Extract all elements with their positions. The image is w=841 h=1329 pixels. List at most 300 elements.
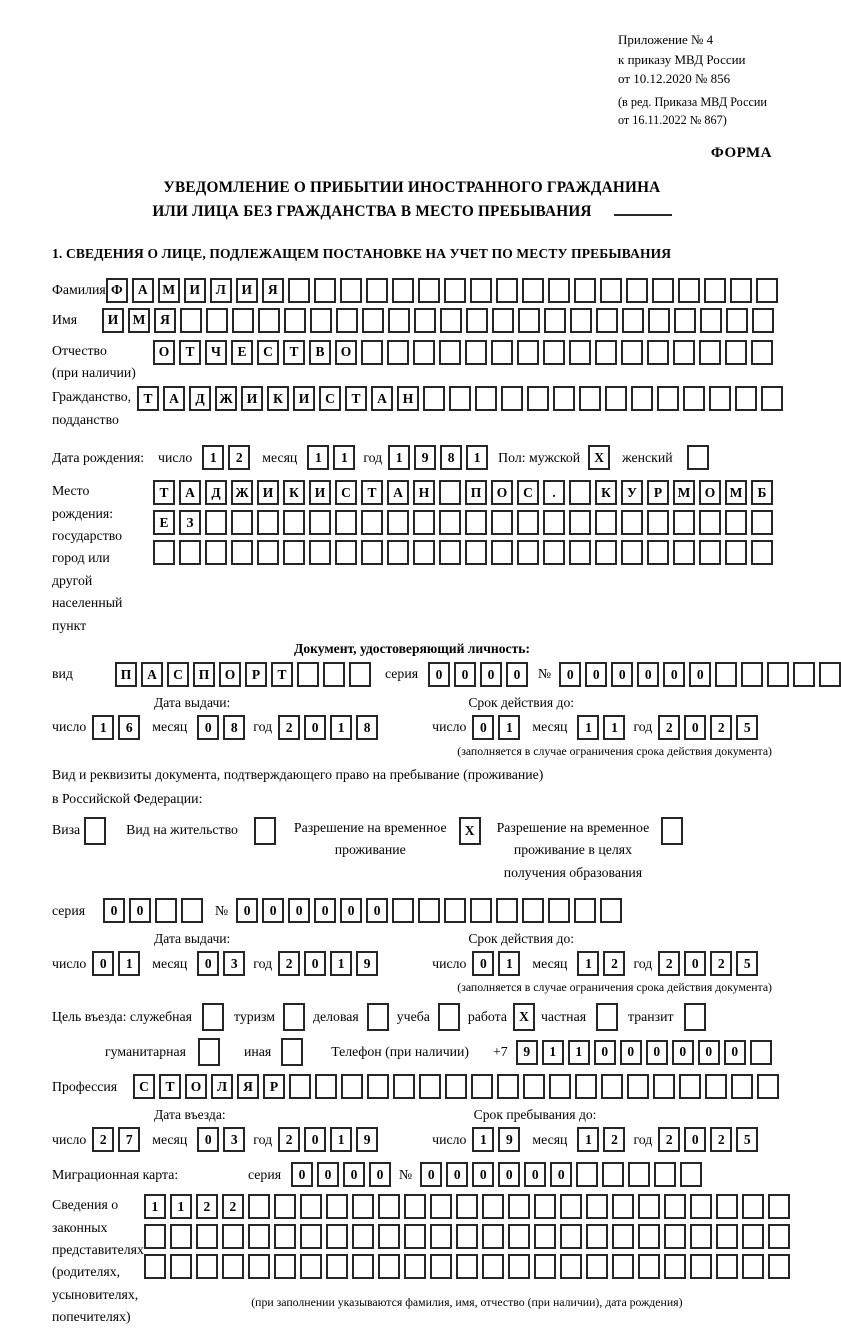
char-cell[interactable] xyxy=(361,340,383,365)
char-cell[interactable]: М xyxy=(673,480,695,505)
char-cell[interactable]: 0 xyxy=(637,662,659,687)
char-cell[interactable] xyxy=(423,386,445,411)
char-cell[interactable] xyxy=(638,1194,660,1219)
char-cell[interactable]: З xyxy=(179,510,201,535)
char-cell[interactable]: 0 xyxy=(103,898,125,923)
char-cell[interactable] xyxy=(181,898,203,923)
char-cell[interactable] xyxy=(576,1162,598,1187)
char-cell[interactable] xyxy=(725,510,747,535)
char-cell[interactable] xyxy=(741,662,763,687)
char-cell[interactable] xyxy=(497,1074,519,1099)
char-cell[interactable] xyxy=(248,1254,270,1279)
char-cell[interactable]: 0 xyxy=(684,715,706,740)
char-cell[interactable]: 0 xyxy=(420,1162,442,1187)
char-cell[interactable] xyxy=(456,1194,478,1219)
char-cell[interactable]: 2 xyxy=(222,1194,244,1219)
char-cell[interactable]: 2 xyxy=(278,951,300,976)
char-cell[interactable] xyxy=(569,540,591,565)
char-cell[interactable] xyxy=(586,1254,608,1279)
char-cell[interactable]: И xyxy=(293,386,315,411)
char-cell[interactable] xyxy=(574,278,596,303)
char-cell[interactable] xyxy=(456,1254,478,1279)
char-cell[interactable] xyxy=(627,1074,649,1099)
char-cell[interactable]: 2 xyxy=(710,951,732,976)
char-cell[interactable] xyxy=(638,1254,660,1279)
char-cell[interactable]: 2 xyxy=(710,715,732,740)
char-cell[interactable] xyxy=(704,278,726,303)
char-cell[interactable]: 0 xyxy=(559,662,581,687)
char-cell[interactable]: 0 xyxy=(288,898,310,923)
char-cell[interactable] xyxy=(274,1254,296,1279)
char-cell[interactable]: 2 xyxy=(658,715,680,740)
char-cell[interactable] xyxy=(647,510,669,535)
char-cell[interactable] xyxy=(274,1224,296,1249)
char-cell[interactable] xyxy=(534,1224,556,1249)
char-cell[interactable] xyxy=(761,386,783,411)
char-cell[interactable] xyxy=(482,1254,504,1279)
char-cell[interactable]: О xyxy=(491,480,513,505)
char-cell[interactable]: П xyxy=(465,480,487,505)
char-cell[interactable]: 1 xyxy=(170,1194,192,1219)
char-cell[interactable]: 0 xyxy=(684,1127,706,1152)
char-cell[interactable] xyxy=(283,540,305,565)
char-cell[interactable] xyxy=(248,1224,270,1249)
char-cell[interactable]: 1 xyxy=(307,445,329,470)
char-cell[interactable]: Ф xyxy=(106,278,128,303)
char-cell[interactable] xyxy=(366,278,388,303)
char-cell[interactable] xyxy=(742,1194,764,1219)
char-cell[interactable]: 9 xyxy=(414,445,436,470)
char-cell[interactable] xyxy=(680,1162,702,1187)
char-cell[interactable]: 0 xyxy=(197,1127,219,1152)
char-cell[interactable] xyxy=(362,308,384,333)
char-cell[interactable] xyxy=(751,340,773,365)
char-cell[interactable] xyxy=(756,278,778,303)
char-cell[interactable]: И xyxy=(241,386,263,411)
char-cell[interactable] xyxy=(196,1254,218,1279)
char-cell[interactable] xyxy=(752,308,774,333)
char-cell[interactable] xyxy=(517,540,539,565)
char-cell[interactable]: 0 xyxy=(698,1040,720,1065)
char-cell[interactable]: С xyxy=(257,340,279,365)
char-cell[interactable] xyxy=(586,1194,608,1219)
char-cell[interactable] xyxy=(690,1254,712,1279)
char-cell[interactable] xyxy=(705,1074,727,1099)
purpose-chastnaya-checkbox[interactable] xyxy=(596,1003,618,1031)
char-cell[interactable]: 2 xyxy=(603,1127,625,1152)
char-cell[interactable] xyxy=(517,340,539,365)
char-cell[interactable]: 0 xyxy=(317,1162,339,1187)
char-cell[interactable] xyxy=(288,278,310,303)
char-cell[interactable]: 0 xyxy=(724,1040,746,1065)
char-cell[interactable]: О xyxy=(185,1074,207,1099)
char-cell[interactable] xyxy=(709,386,731,411)
char-cell[interactable] xyxy=(626,278,648,303)
char-cell[interactable] xyxy=(579,386,601,411)
char-cell[interactable] xyxy=(569,340,591,365)
char-cell[interactable] xyxy=(527,386,549,411)
char-cell[interactable] xyxy=(638,1224,660,1249)
char-cell[interactable]: К xyxy=(267,386,289,411)
char-cell[interactable]: 1 xyxy=(498,951,520,976)
char-cell[interactable] xyxy=(206,308,228,333)
char-cell[interactable] xyxy=(622,308,644,333)
char-cell[interactable] xyxy=(560,1194,582,1219)
char-cell[interactable] xyxy=(326,1254,348,1279)
char-cell[interactable] xyxy=(621,340,643,365)
char-cell[interactable] xyxy=(258,308,280,333)
char-cell[interactable] xyxy=(475,386,497,411)
residence-permit-checkbox[interactable] xyxy=(254,817,276,845)
char-cell[interactable] xyxy=(725,540,747,565)
char-cell[interactable] xyxy=(600,898,622,923)
char-cell[interactable]: 0 xyxy=(689,662,711,687)
char-cell[interactable] xyxy=(231,540,253,565)
char-cell[interactable]: 0 xyxy=(684,951,706,976)
char-cell[interactable] xyxy=(628,1162,650,1187)
char-cell[interactable] xyxy=(742,1254,764,1279)
char-cell[interactable] xyxy=(300,1224,322,1249)
char-cell[interactable] xyxy=(257,540,279,565)
char-cell[interactable]: 0 xyxy=(524,1162,546,1187)
char-cell[interactable] xyxy=(449,386,471,411)
char-cell[interactable]: А xyxy=(387,480,409,505)
char-cell[interactable] xyxy=(283,510,305,535)
char-cell[interactable]: 0 xyxy=(585,662,607,687)
char-cell[interactable] xyxy=(664,1194,686,1219)
char-cell[interactable]: И xyxy=(236,278,258,303)
char-cell[interactable] xyxy=(326,1194,348,1219)
char-cell[interactable] xyxy=(674,308,696,333)
char-cell[interactable] xyxy=(716,1224,738,1249)
char-cell[interactable] xyxy=(730,278,752,303)
char-cell[interactable]: 5 xyxy=(736,951,758,976)
char-cell[interactable] xyxy=(404,1194,426,1219)
char-cell[interactable] xyxy=(548,898,570,923)
char-cell[interactable] xyxy=(482,1224,504,1249)
char-cell[interactable] xyxy=(444,898,466,923)
purpose-tranzit-checkbox[interactable] xyxy=(684,1003,706,1031)
char-cell[interactable]: 0 xyxy=(262,898,284,923)
char-cell[interactable] xyxy=(439,340,461,365)
char-cell[interactable]: 6 xyxy=(118,715,140,740)
char-cell[interactable] xyxy=(153,540,175,565)
char-cell[interactable]: 5 xyxy=(736,715,758,740)
char-cell[interactable] xyxy=(595,540,617,565)
char-cell[interactable]: Т xyxy=(153,480,175,505)
char-cell[interactable] xyxy=(326,1224,348,1249)
char-cell[interactable] xyxy=(757,1074,779,1099)
char-cell[interactable] xyxy=(465,340,487,365)
char-cell[interactable] xyxy=(716,1194,738,1219)
purpose-inaya-checkbox[interactable] xyxy=(281,1038,303,1066)
char-cell[interactable] xyxy=(378,1224,400,1249)
char-cell[interactable]: Ч xyxy=(205,340,227,365)
char-cell[interactable] xyxy=(612,1224,634,1249)
char-cell[interactable]: О xyxy=(219,662,241,687)
char-cell[interactable] xyxy=(387,340,409,365)
char-cell[interactable] xyxy=(465,540,487,565)
char-cell[interactable] xyxy=(522,278,544,303)
char-cell[interactable] xyxy=(466,308,488,333)
char-cell[interactable] xyxy=(471,1074,493,1099)
purpose-delovaya-checkbox[interactable] xyxy=(367,1003,389,1031)
char-cell[interactable] xyxy=(725,340,747,365)
char-cell[interactable] xyxy=(144,1224,166,1249)
char-cell[interactable]: Л xyxy=(210,278,232,303)
char-cell[interactable]: Ж xyxy=(231,480,253,505)
char-cell[interactable] xyxy=(314,278,336,303)
char-cell[interactable]: Т xyxy=(271,662,293,687)
char-cell[interactable] xyxy=(300,1194,322,1219)
char-cell[interactable] xyxy=(274,1194,296,1219)
char-cell[interactable] xyxy=(430,1254,452,1279)
char-cell[interactable] xyxy=(750,1040,772,1065)
char-cell[interactable] xyxy=(699,340,721,365)
char-cell[interactable] xyxy=(751,510,773,535)
char-cell[interactable]: А xyxy=(132,278,154,303)
char-cell[interactable]: 2 xyxy=(603,951,625,976)
char-cell[interactable] xyxy=(612,1254,634,1279)
char-cell[interactable]: 1 xyxy=(466,445,488,470)
char-cell[interactable] xyxy=(309,540,331,565)
char-cell[interactable]: 2 xyxy=(710,1127,732,1152)
char-cell[interactable] xyxy=(678,278,700,303)
char-cell[interactable]: 0 xyxy=(454,662,476,687)
char-cell[interactable]: П xyxy=(193,662,215,687)
char-cell[interactable] xyxy=(553,386,575,411)
char-cell[interactable]: 1 xyxy=(603,715,625,740)
char-cell[interactable] xyxy=(430,1224,452,1249)
char-cell[interactable] xyxy=(621,540,643,565)
char-cell[interactable] xyxy=(508,1254,530,1279)
char-cell[interactable]: О xyxy=(153,340,175,365)
char-cell[interactable] xyxy=(231,510,253,535)
char-cell[interactable] xyxy=(392,898,414,923)
char-cell[interactable] xyxy=(367,1074,389,1099)
char-cell[interactable] xyxy=(439,540,461,565)
char-cell[interactable] xyxy=(631,386,653,411)
char-cell[interactable] xyxy=(595,340,617,365)
char-cell[interactable]: 7 xyxy=(118,1127,140,1152)
char-cell[interactable]: О xyxy=(335,340,357,365)
char-cell[interactable] xyxy=(679,1074,701,1099)
char-cell[interactable]: 0 xyxy=(366,898,388,923)
char-cell[interactable]: Н xyxy=(397,386,419,411)
char-cell[interactable] xyxy=(605,386,627,411)
char-cell[interactable] xyxy=(419,1074,441,1099)
char-cell[interactable] xyxy=(522,898,544,923)
char-cell[interactable]: Р xyxy=(245,662,267,687)
char-cell[interactable] xyxy=(439,480,461,505)
char-cell[interactable] xyxy=(544,308,566,333)
char-cell[interactable] xyxy=(768,1254,790,1279)
char-cell[interactable]: 9 xyxy=(498,1127,520,1152)
char-cell[interactable] xyxy=(170,1254,192,1279)
char-cell[interactable] xyxy=(742,1224,764,1249)
char-cell[interactable] xyxy=(767,662,789,687)
char-cell[interactable] xyxy=(560,1254,582,1279)
char-cell[interactable] xyxy=(387,510,409,535)
char-cell[interactable] xyxy=(549,1074,571,1099)
char-cell[interactable]: Ж xyxy=(215,386,237,411)
char-cell[interactable]: 0 xyxy=(472,715,494,740)
purpose-turizm-checkbox[interactable] xyxy=(283,1003,305,1031)
char-cell[interactable] xyxy=(392,278,414,303)
char-cell[interactable] xyxy=(482,1194,504,1219)
char-cell[interactable]: Д xyxy=(205,480,227,505)
char-cell[interactable]: И xyxy=(184,278,206,303)
char-cell[interactable]: 0 xyxy=(663,662,685,687)
char-cell[interactable]: 1 xyxy=(333,445,355,470)
char-cell[interactable] xyxy=(647,340,669,365)
char-cell[interactable]: 0 xyxy=(506,662,528,687)
char-cell[interactable] xyxy=(144,1254,166,1279)
char-cell[interactable] xyxy=(735,386,757,411)
char-cell[interactable]: 1 xyxy=(330,715,352,740)
char-cell[interactable]: 0 xyxy=(197,951,219,976)
char-cell[interactable] xyxy=(492,308,514,333)
char-cell[interactable]: 1 xyxy=(92,715,114,740)
char-cell[interactable] xyxy=(518,308,540,333)
char-cell[interactable] xyxy=(574,898,596,923)
char-cell[interactable] xyxy=(413,540,435,565)
char-cell[interactable] xyxy=(361,540,383,565)
char-cell[interactable]: М xyxy=(128,308,150,333)
char-cell[interactable] xyxy=(196,1224,218,1249)
male-checkbox[interactable]: X xyxy=(588,445,610,470)
char-cell[interactable]: 0 xyxy=(92,951,114,976)
char-cell[interactable] xyxy=(205,510,227,535)
purpose-gumanitarnaya-checkbox[interactable] xyxy=(198,1038,220,1066)
char-cell[interactable] xyxy=(569,480,591,505)
char-cell[interactable]: 0 xyxy=(304,715,326,740)
char-cell[interactable]: 0 xyxy=(369,1162,391,1187)
char-cell[interactable]: 8 xyxy=(440,445,462,470)
char-cell[interactable]: 0 xyxy=(236,898,258,923)
char-cell[interactable] xyxy=(155,898,177,923)
char-cell[interactable]: Т xyxy=(159,1074,181,1099)
char-cell[interactable] xyxy=(349,662,371,687)
char-cell[interactable] xyxy=(543,340,565,365)
char-cell[interactable]: С xyxy=(335,480,357,505)
char-cell[interactable] xyxy=(596,308,618,333)
char-cell[interactable]: М xyxy=(158,278,180,303)
char-cell[interactable]: Т xyxy=(137,386,159,411)
char-cell[interactable]: 3 xyxy=(223,1127,245,1152)
char-cell[interactable]: 2 xyxy=(658,1127,680,1152)
char-cell[interactable]: 3 xyxy=(223,951,245,976)
char-cell[interactable] xyxy=(404,1224,426,1249)
char-cell[interactable]: 0 xyxy=(672,1040,694,1065)
char-cell[interactable]: 0 xyxy=(340,898,362,923)
char-cell[interactable] xyxy=(700,308,722,333)
char-cell[interactable] xyxy=(418,278,440,303)
char-cell[interactable]: 0 xyxy=(550,1162,572,1187)
char-cell[interactable] xyxy=(673,540,695,565)
char-cell[interactable] xyxy=(652,278,674,303)
char-cell[interactable] xyxy=(647,540,669,565)
char-cell[interactable] xyxy=(430,1194,452,1219)
char-cell[interactable] xyxy=(657,386,679,411)
char-cell[interactable]: С xyxy=(167,662,189,687)
char-cell[interactable]: 0 xyxy=(304,1127,326,1152)
purpose-ucheba-checkbox[interactable] xyxy=(438,1003,460,1031)
char-cell[interactable] xyxy=(387,540,409,565)
char-cell[interactable] xyxy=(793,662,815,687)
char-cell[interactable]: Н xyxy=(413,480,435,505)
char-cell[interactable] xyxy=(323,662,345,687)
char-cell[interactable]: 1 xyxy=(577,951,599,976)
char-cell[interactable]: У xyxy=(621,480,643,505)
char-cell[interactable]: 0 xyxy=(314,898,336,923)
char-cell[interactable]: Л xyxy=(211,1074,233,1099)
char-cell[interactable] xyxy=(491,510,513,535)
char-cell[interactable]: А xyxy=(179,480,201,505)
char-cell[interactable] xyxy=(257,510,279,535)
char-cell[interactable]: 1 xyxy=(472,1127,494,1152)
char-cell[interactable] xyxy=(600,278,622,303)
char-cell[interactable] xyxy=(673,340,695,365)
char-cell[interactable]: Т xyxy=(179,340,201,365)
char-cell[interactable] xyxy=(575,1074,597,1099)
char-cell[interactable]: 0 xyxy=(472,1162,494,1187)
char-cell[interactable] xyxy=(508,1224,530,1249)
char-cell[interactable] xyxy=(523,1074,545,1099)
char-cell[interactable] xyxy=(315,1074,337,1099)
char-cell[interactable] xyxy=(726,308,748,333)
char-cell[interactable]: С xyxy=(319,386,341,411)
char-cell[interactable] xyxy=(690,1224,712,1249)
char-cell[interactable] xyxy=(569,510,591,535)
char-cell[interactable]: Я xyxy=(154,308,176,333)
char-cell[interactable] xyxy=(508,1194,530,1219)
char-cell[interactable]: К xyxy=(595,480,617,505)
char-cell[interactable]: 0 xyxy=(446,1162,468,1187)
char-cell[interactable]: Р xyxy=(647,480,669,505)
char-cell[interactable] xyxy=(731,1074,753,1099)
char-cell[interactable] xyxy=(248,1194,270,1219)
char-cell[interactable]: 9 xyxy=(356,951,378,976)
char-cell[interactable]: 2 xyxy=(278,1127,300,1152)
char-cell[interactable]: 0 xyxy=(291,1162,313,1187)
char-cell[interactable] xyxy=(335,510,357,535)
char-cell[interactable]: 1 xyxy=(202,445,224,470)
char-cell[interactable] xyxy=(413,510,435,535)
char-cell[interactable]: 8 xyxy=(223,715,245,740)
char-cell[interactable] xyxy=(715,662,737,687)
char-cell[interactable] xyxy=(352,1194,374,1219)
char-cell[interactable]: 1 xyxy=(330,1127,352,1152)
char-cell[interactable] xyxy=(439,510,461,535)
char-cell[interactable] xyxy=(440,308,462,333)
char-cell[interactable] xyxy=(501,386,523,411)
char-cell[interactable] xyxy=(310,308,332,333)
temp-residence-checkbox[interactable]: X xyxy=(459,817,481,845)
purpose-rabota-checkbox[interactable]: X xyxy=(513,1003,535,1031)
char-cell[interactable]: О xyxy=(699,480,721,505)
char-cell[interactable]: 0 xyxy=(472,951,494,976)
char-cell[interactable] xyxy=(664,1224,686,1249)
char-cell[interactable] xyxy=(570,308,592,333)
char-cell[interactable] xyxy=(560,1224,582,1249)
char-cell[interactable]: Т xyxy=(361,480,383,505)
char-cell[interactable] xyxy=(470,278,492,303)
char-cell[interactable]: 0 xyxy=(428,662,450,687)
char-cell[interactable] xyxy=(388,308,410,333)
char-cell[interactable] xyxy=(205,540,227,565)
char-cell[interactable] xyxy=(300,1254,322,1279)
